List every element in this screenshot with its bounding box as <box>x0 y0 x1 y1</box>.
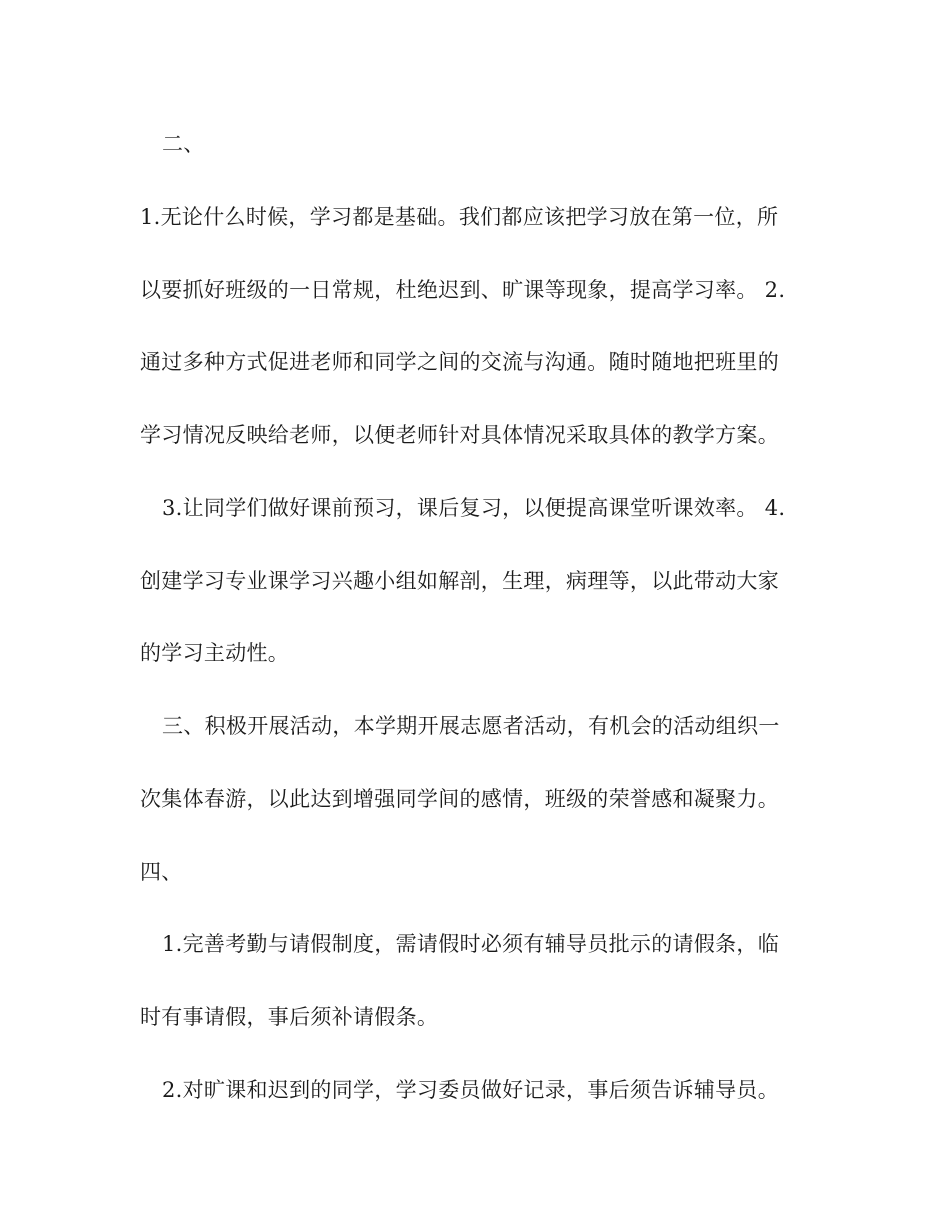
text-line: 创建学习专业课学习兴趣小组如解剖，生理，病理等，以此带动大家 <box>140 569 779 593</box>
text-line: 以要抓好班级的一日常规，杜绝迟到、旷课等现象，提高学习率。 2. <box>140 278 786 302</box>
text-line: 次集体春游，以此达到增强同学间的感情，班级的荣誉感和凝聚力。 <box>140 787 779 811</box>
text-line: 时有事请假，事后须补请假条。 <box>140 1005 439 1029</box>
text-line: 学习情况反映给老师，以便老师针对具体情况采取具体的教学方案。 <box>140 423 779 447</box>
section-heading-2: 二、 <box>162 132 205 156</box>
text-line: 通过多种方式促进老师和同学之间的交流与沟通。随时随地把班里的 <box>140 350 779 374</box>
text-line: 2.对旷课和迟到的同学，学习委员做好记录，事后须告诉辅导员。 <box>162 1078 780 1102</box>
text-line: 3.让同学们做好课前预习，课后复习，以便提高课堂听课效率。 4. <box>162 496 786 520</box>
section-paragraph-3: 三、积极开展活动，本学期开展志愿者活动，有机会的活动组织一 <box>162 714 780 738</box>
text-line: 1.无论什么时候，学习都是基础。我们都应该把学习放在第一位，所 <box>140 205 779 229</box>
text-line: 1.完善考勤与请假制度，需请假时必须有辅导员批示的请假条，临 <box>162 932 780 956</box>
section-heading-4: 四、 <box>140 860 183 884</box>
text-line: 的学习主动性。 <box>140 641 290 665</box>
